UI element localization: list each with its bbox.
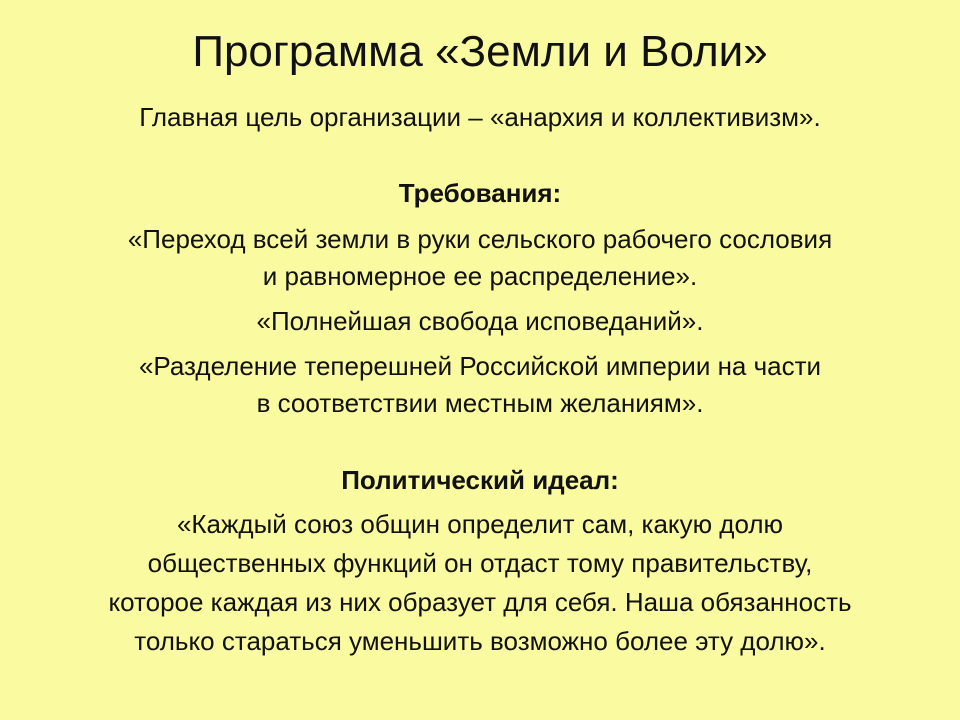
- demands-heading: Требования:: [398, 178, 562, 208]
- ideal-line-4: только стараться уменьшить возможно более эту долю».: [134, 626, 826, 656]
- demand-1-line-1: «Переход всей земли в руки сельского рабочего сословия: [127, 224, 833, 254]
- ideal-heading: Политический идеал:: [341, 465, 619, 495]
- ideal-line-1: «Каждый союз общин определит сам, какую долю: [176, 509, 784, 539]
- demand-1-line-2: и равномерное ее распределение».: [262, 261, 698, 291]
- ideal-line-3: которое каждая из них образует для себя. Наша обязанность: [108, 587, 852, 617]
- goal-text: Главная цель организации – «анархия и коллективизм».: [139, 102, 821, 132]
- demand-3-line-1: «Разделение теперешней Российской империи на части: [138, 351, 822, 381]
- demand-3-line-2: в соответствии местным желаниям».: [256, 388, 704, 418]
- ideal-line-2: общественных функций он отдаст тому правительству,: [147, 548, 813, 578]
- slide-title: Программа «Земли и Воли»: [192, 27, 768, 76]
- demand-2-line-1: «Полнейшая свобода исповеданий».: [256, 306, 704, 336]
